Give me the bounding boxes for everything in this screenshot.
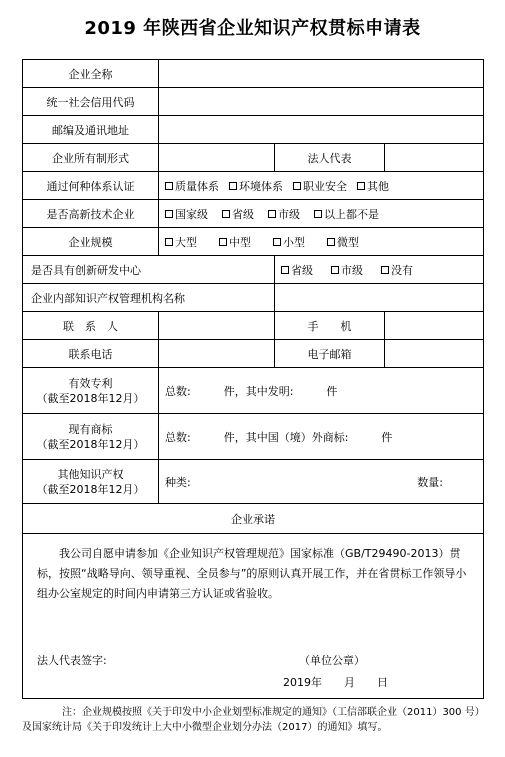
credit-code-field[interactable] bbox=[159, 88, 483, 116]
hightech-option-national[interactable] bbox=[165, 206, 208, 222]
option-label: 中型 bbox=[229, 235, 251, 249]
company-name-field[interactable] bbox=[159, 60, 483, 88]
label-innovation: 是否具有创新研发中心 bbox=[23, 256, 275, 284]
commitment-header: 企业承诺 bbox=[23, 504, 483, 534]
date-label: 2019年 月 日 bbox=[283, 676, 388, 689]
checkbox-icon[interactable] bbox=[219, 238, 227, 246]
label-email: 电子邮箱 bbox=[275, 340, 385, 368]
label-patents bbox=[23, 368, 159, 414]
label-address: 邮编及通讯地址 bbox=[23, 116, 159, 144]
checkbox-icon[interactable] bbox=[327, 238, 335, 246]
option-label: 其他 bbox=[367, 179, 389, 193]
option-label: 市级 bbox=[278, 207, 300, 221]
seal-label: （单位公章） bbox=[299, 654, 365, 667]
label-mobile: 手 机 bbox=[275, 312, 385, 340]
form-title: 2019 年陕西省企业知识产权贯标申请表 bbox=[84, 18, 421, 39]
patents-label-line2: （截至2018年12月） bbox=[36, 391, 145, 405]
hightech-option-city[interactable] bbox=[268, 206, 300, 222]
patents-label-line1: 有效专利 bbox=[68, 376, 113, 390]
checkbox-icon[interactable] bbox=[165, 238, 173, 246]
option-label: 国家级 bbox=[175, 207, 208, 221]
mobile-field[interactable] bbox=[385, 312, 483, 340]
label-other-ip bbox=[23, 460, 159, 504]
option-label: 质量体系 bbox=[175, 179, 219, 193]
innovation-options bbox=[275, 256, 483, 284]
label-company-name: 企业全称 bbox=[23, 60, 159, 88]
innovation-option-city[interactable] bbox=[331, 262, 363, 278]
innovation-option-provincial[interactable] bbox=[281, 262, 313, 278]
option-label: 没有 bbox=[391, 263, 413, 277]
label-hightech: 是否高新技术企业 bbox=[23, 200, 159, 228]
option-label: 省级 bbox=[291, 263, 313, 277]
label-contact: 联 系 人 bbox=[23, 312, 159, 340]
label-phone: 联系电话 bbox=[23, 340, 159, 368]
option-label: 以上都不是 bbox=[324, 207, 379, 221]
legal-rep-field[interactable] bbox=[385, 144, 483, 172]
label-certification: 通过何种体系认证 bbox=[23, 172, 159, 200]
other-ip-kind: 种类: bbox=[165, 475, 191, 489]
hightech-option-none[interactable] bbox=[314, 206, 379, 222]
option-label: 环境体系 bbox=[239, 179, 283, 193]
checkbox-icon[interactable] bbox=[281, 266, 289, 274]
contact-field[interactable] bbox=[159, 312, 275, 340]
checkbox-icon[interactable] bbox=[314, 210, 322, 218]
label-ip-dept: 企业内部知识产权管理机构名称 bbox=[23, 284, 275, 312]
option-label: 小型 bbox=[283, 235, 305, 249]
address-field[interactable] bbox=[159, 116, 483, 144]
footnote: 注：企业规模按照《关于印发中小企业划型标准规定的通知》（工信部联企业（2011）300 号）及国家统计局《关于印发统计上大中小微型企业划分办法（2017）的通知》填写。 bbox=[22, 707, 485, 733]
checkbox-icon[interactable] bbox=[331, 266, 339, 274]
label-scale: 企业规模 bbox=[23, 228, 159, 256]
checkbox-icon[interactable] bbox=[165, 182, 173, 190]
checkbox-icon[interactable] bbox=[165, 210, 173, 218]
innovation-option-none[interactable] bbox=[381, 262, 413, 278]
hightech-options bbox=[159, 200, 483, 228]
ip-dept-field[interactable] bbox=[275, 284, 483, 312]
application-form bbox=[22, 59, 484, 699]
label-ownership: 企业所有制形式 bbox=[23, 144, 159, 172]
option-label: 微型 bbox=[337, 235, 359, 249]
checkbox-icon[interactable] bbox=[229, 182, 237, 190]
other-ip-label-line1: 其他知识产权 bbox=[57, 467, 124, 481]
other-ip-qty: 数量: bbox=[417, 475, 443, 489]
checkbox-icon[interactable] bbox=[357, 182, 365, 190]
label-credit-code: 统一社会信用代码 bbox=[23, 88, 159, 116]
option-label: 大型 bbox=[175, 235, 197, 249]
option-label: 省级 bbox=[232, 207, 254, 221]
label-trademarks bbox=[23, 414, 159, 460]
certification-option-other[interactable] bbox=[357, 178, 389, 194]
commitment-text: 我公司自愿申请参加《企业知识产权管理规范》国家标准（GB/T29490-2013）贯标，按照“战略导向、领导重视、全员参与”的原则认真开展工作，并在省贯标工作领导小组办公室规定的时间内申请第三方认证或省验收。 bbox=[37, 547, 467, 600]
label-legal-rep: 法人代表 bbox=[275, 144, 385, 172]
scale-option-micro[interactable] bbox=[327, 234, 359, 250]
checkbox-icon[interactable] bbox=[381, 266, 389, 274]
scale-options bbox=[159, 228, 483, 256]
phone-field[interactable] bbox=[159, 340, 275, 368]
certification-option-environment[interactable] bbox=[229, 178, 283, 194]
patents-field[interactable]: 总数: 件，其中发明: 件 bbox=[159, 368, 483, 414]
certification-option-safety[interactable] bbox=[293, 178, 347, 194]
trademarks-label-line2: （截至2018年12月） bbox=[36, 437, 145, 451]
hightech-option-provincial[interactable] bbox=[222, 206, 254, 222]
trademarks-field[interactable]: 总数: 件，其中国（境）外商标: 件 bbox=[159, 414, 483, 460]
option-label: 职业安全 bbox=[303, 179, 347, 193]
checkbox-icon[interactable] bbox=[273, 238, 281, 246]
checkbox-icon[interactable] bbox=[268, 210, 276, 218]
checkbox-icon[interactable] bbox=[293, 182, 301, 190]
scale-option-medium[interactable] bbox=[219, 234, 251, 250]
ownership-field[interactable] bbox=[159, 144, 275, 172]
scale-option-small[interactable] bbox=[273, 234, 305, 250]
certification-option-quality[interactable] bbox=[165, 178, 219, 194]
other-ip-field[interactable] bbox=[159, 460, 483, 504]
option-label: 市级 bbox=[341, 263, 363, 277]
other-ip-label-line2: （截至2018年12月） bbox=[36, 482, 145, 496]
trademarks-label-line1: 现有商标 bbox=[68, 422, 113, 436]
certification-options bbox=[159, 172, 483, 200]
signature-label: 法人代表签字: bbox=[37, 654, 107, 667]
checkbox-icon[interactable] bbox=[222, 210, 230, 218]
scale-option-large[interactable] bbox=[165, 234, 197, 250]
email-field[interactable] bbox=[385, 340, 483, 368]
